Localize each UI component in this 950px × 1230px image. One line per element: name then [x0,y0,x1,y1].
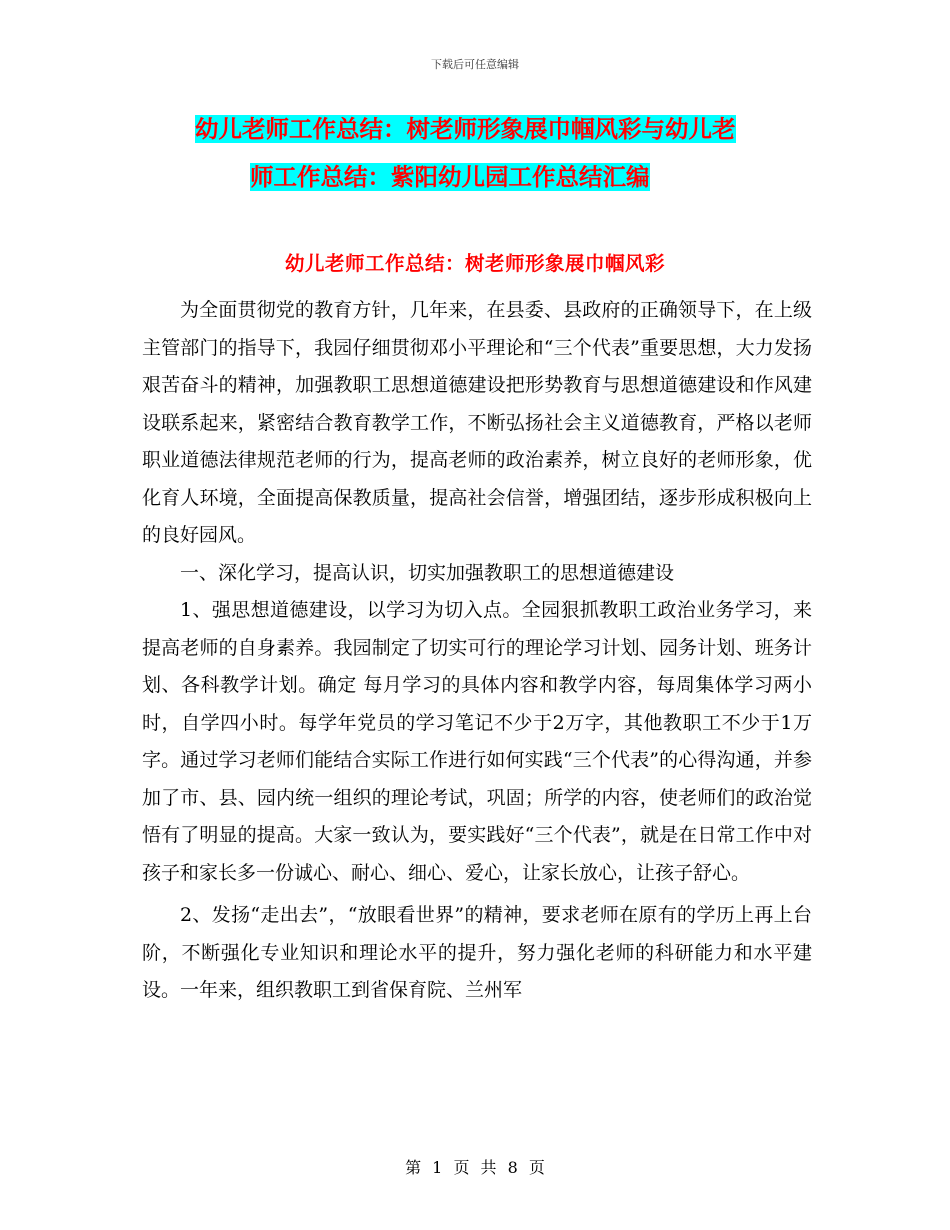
title-line-2: 师工作总结：紫阳幼儿园工作总结汇编 [250,163,650,191]
page-header-note: 下载后可任意编辑 [431,58,519,71]
document-body [142,292,812,1010]
paragraph-intro: 为全面贯彻党的教育方针，几年来，在县委、县政府的正确领导下，在上级主管部门的指导下，我园仔细贯彻邓小平理论和“三个代表”重要思想，大力发扬艰苦奋斗的精神，加强教职工思想道德建设把形势教育与思想道德建设和作风建设联系起来，紧密结合教育教学工作，不断弘扬社会主义道德教育，严格以老师职业道德法律规范老师的行为，提高老师的政治素养，树立良好的老师形象，优化育人环境，全面提高保教质量，提高社会信誉，增强团结，逐步形成积极向上的良好园风。 [142,299,812,546]
paragraph-heading-1: 一、深化学习，提高认识，切实加强教职工的思想道德建设 [180,561,675,584]
paragraph-item-2: 2、发扬“走出去”，“放眼看世界”的精神，要求老师在原有的学历上再上台阶，不断强化专业知识和理论水平的提升，努力强化老师的科研能力和水平建设。一年来，组织教职工到省保育院、兰州军 [142,904,812,1001]
paragraph-item-1: 1、强思想道德建设，以学习为切入点。全园狠抓教职工政治业务学习，来提高老师的自身素养。我园制定了切实可行的理论学习计划、园务计划、班务计划、各科教学计划。确定 每月学习的具体内容和教学内容，每周集体学习两小时，自学四小时。每学年党员的学习笔记不少于2万字，其他教职工不少于1万字。通过学习老师们能结合实际工作进行如何实践“三个代表”的心得沟通，并参加了市、县、园内统一组织的理论考试，巩固；所学的内容，使老师们的政治觉悟有了明显的提高。大家一致认为，要实践好“三个代表”，就是在日常工作中对孩子和家长多一份诚心、耐心、细心、爱心，让家长放心，让孩子舒心。 [142,599,812,884]
section-title: 幼儿老师工作总结：树老师形象展巾帼风彩 [284,252,665,275]
page-footer: 第 1 页 共 8 页 [405,1158,545,1177]
title-line-1: 幼儿老师工作总结：树老师形象展巾帼风彩与幼儿老 [195,115,736,143]
document-title [140,105,820,201]
